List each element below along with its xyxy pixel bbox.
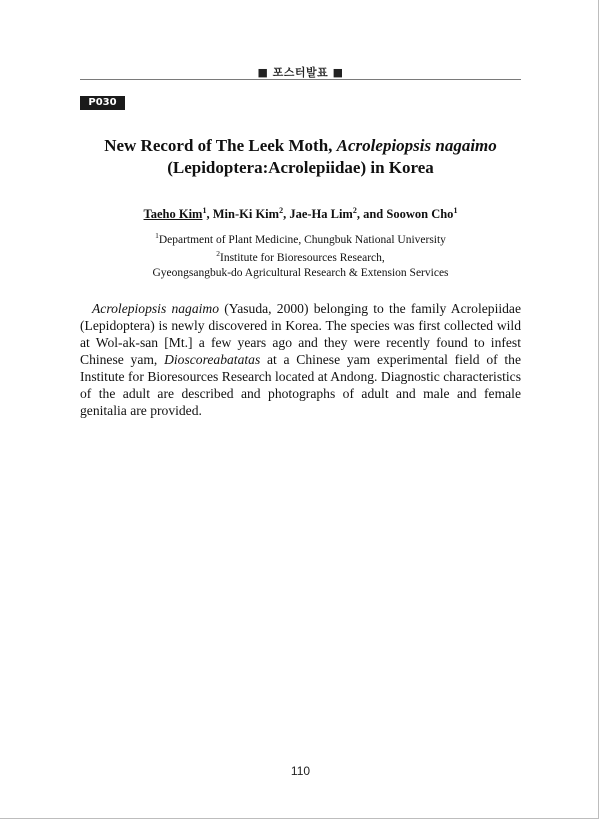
page-number: 110 <box>290 764 311 778</box>
author-3-name: Jae-Ha Lim <box>289 207 353 222</box>
author-separator: , <box>283 207 290 222</box>
abstract-species: Acrolepiopsis nagaimo <box>92 301 220 316</box>
affiliation-2 <box>80 247 521 265</box>
title-line1-species: Acrolepiopsis nagaimo <box>336 136 497 155</box>
author-4-name: Soowon Cho <box>386 207 454 222</box>
affiliation-1-text: Department of Plant Medicine, Chungbuk National University <box>158 233 446 246</box>
affiliation-2-sup: 2 <box>216 249 220 259</box>
author-list <box>80 206 521 222</box>
paper-title <box>80 135 521 179</box>
section-header: ■ 포스터발표 ■ <box>257 66 344 79</box>
abstract-host-species: Dioscoreabatatas <box>164 352 261 367</box>
author-2-affil: 2 <box>279 206 284 215</box>
affiliation-1-sup: 1 <box>155 231 159 240</box>
header-rule <box>80 79 521 80</box>
abstract-part2: at a Chinese yam experimental field of the Institute for Bioresources Research located at Andong. Diagnostic characteristics of the adult are described and photographs of adult and male and female genitalia are provided. <box>80 352 521 418</box>
abstract-part1: (Yasuda, 2000) belonging to the family Acrolepiidae (Lepidoptera) is newly discovered in Korea. The species was first collected wild at Wol-ak-san [Mt.] a few years ago and they were recently found to infest Chinese yam, <box>80 301 521 367</box>
author-2-name: Min-Ki Kim <box>212 207 280 222</box>
title-line1-text: New Record of The Leek Moth, <box>104 136 337 155</box>
affiliation-3-text: Gyeongsangbuk-do Agricultural Research & Extension Services <box>152 266 449 279</box>
affiliations <box>80 229 521 280</box>
affiliation-1 <box>80 229 521 247</box>
poster-code-badge: P030 <box>80 96 125 110</box>
affiliation-2-cont <box>80 266 521 281</box>
author-3-affil: 2 <box>352 206 357 215</box>
author-1-name: Taeho Kim <box>143 207 203 222</box>
author-4-affil: 1 <box>453 206 458 215</box>
affiliation-2-text: Institute for Bioresources Research, <box>219 252 385 265</box>
author-1-affil: 1 <box>202 206 207 215</box>
title-line2: (Lepidoptera:Acrolepiidae) in Korea <box>167 158 434 177</box>
abstract-paragraph <box>80 300 521 419</box>
author-separator-and: , and <box>356 207 387 222</box>
author-separator: , <box>206 207 213 222</box>
